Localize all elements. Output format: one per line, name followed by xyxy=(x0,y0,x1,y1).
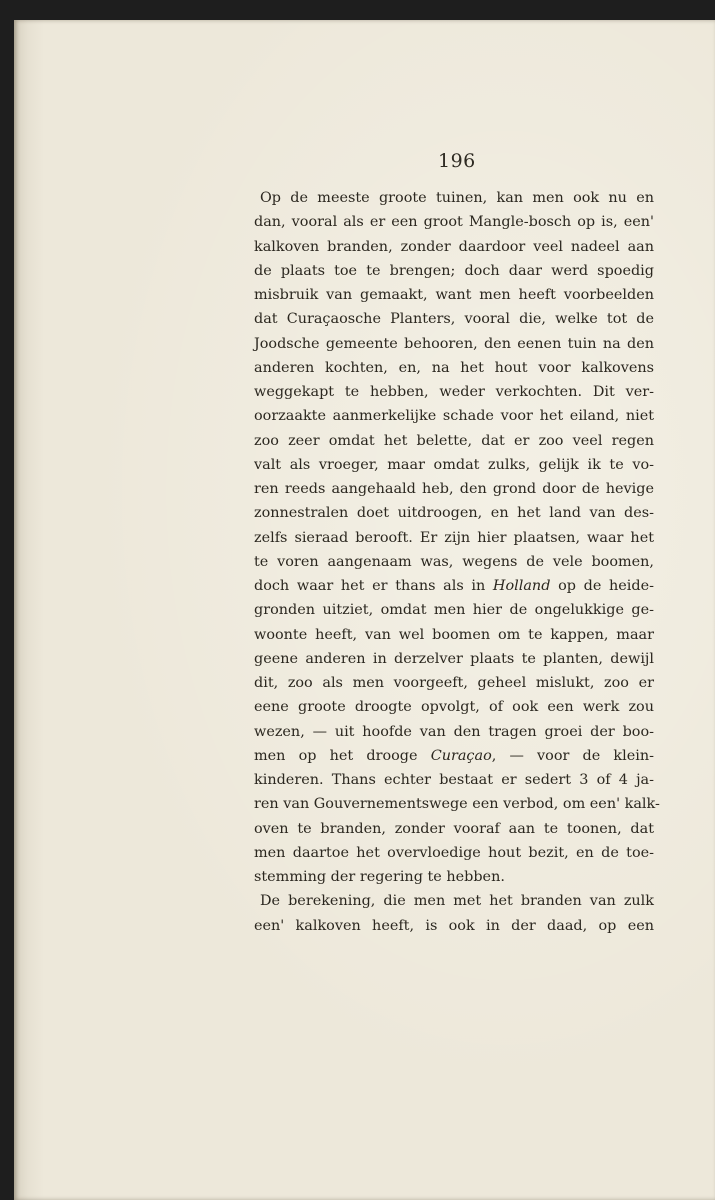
text-line: dan, vooral als er een groot Mangle-bosch op is, een' xyxy=(254,214,654,231)
text-line: oorzaakte aanmerkelijke schade voor het eiland, niet xyxy=(254,408,654,425)
text-line-curacao: men op het drooge Curaçao, — voor de klein- xyxy=(254,747,654,764)
text-line: dat Curaçaosche Planters, vooral die, welke tot de xyxy=(254,311,654,328)
text-line: anderen kochten, en, na het hout voor kalkovens xyxy=(254,359,654,376)
text-line: dit, zoo als men voorgeeft, geheel mislukt, zoo er xyxy=(254,675,654,691)
text-line: De berekening, die men met het branden van zulk xyxy=(260,893,654,910)
text-line: oven te branden, zonder vooraf aan te toonen, dat xyxy=(254,820,654,837)
text-line: te voren aangenaam was, wegens de vele boomen, xyxy=(254,553,654,570)
text-line: wezen, — uit hoofde van den tragen groei der boo- xyxy=(254,723,654,740)
text-line-holland: doch waar het er thans als in Holland op de heide- xyxy=(254,578,654,594)
text-line: men daartoe het overvloedige hout bezit, en de toe- xyxy=(254,844,654,861)
text-line: gronden uitziet, omdat men hier de ongelukkige ge- xyxy=(254,602,654,619)
text-line: weggekapt te hebben, weder verkochten. Dit ver- xyxy=(254,384,654,400)
text-line: eene groote droogte opvolgt, of ook een werk zou xyxy=(254,699,654,716)
text-line: zonnestralen doet uitdroogen, en het land van des- xyxy=(254,505,654,522)
text-line: kalkoven branden, zonder daardoor veel nadeel aan xyxy=(254,238,654,255)
text-line: de plaats toe te brengen; doch daar werd spoedig xyxy=(254,262,654,279)
text-line: kinderen. Thans echter bestaat er sedert 3 of 4 ja- xyxy=(254,772,654,788)
italic-word: Holland xyxy=(492,578,551,594)
text-line: ren van Gouvernementswege een verbod, om een' kalk- xyxy=(254,796,660,813)
body-text xyxy=(254,186,660,938)
text-line: een' kalkoven heeft, is ook in der daad, op een xyxy=(254,917,654,934)
text-line: Op de meeste groote tuinen, kan men ook nu en xyxy=(260,190,654,206)
text-line: zoo zeer omdat het belette, dat er zoo veel regen xyxy=(254,432,654,449)
text-line-paragraph-end: stemming der regering te hebben. xyxy=(254,869,505,885)
text-line: misbruik van gemaakt, want men heeft voorbeelden xyxy=(254,287,654,303)
text-line: ren reeds aangehaald heb, den grond door de hevige xyxy=(254,481,654,497)
page-number: 196 xyxy=(438,150,476,172)
text-line: zelfs sieraad berooft. Er zijn hier plaatsen, waar het xyxy=(254,529,654,546)
text-line: valt als vroeger, maar omdat zulks, gelijk ik te vo- xyxy=(254,456,654,473)
text-line: Joodsche gemeente behooren, den eenen tuin na den xyxy=(254,335,654,352)
text-line: geene anderen in derzelver plaats te planten, dewijl xyxy=(254,650,654,667)
text-line: woonte heeft, van wel boomen om te kappen, maar xyxy=(254,626,654,643)
italic-word: Curaçao xyxy=(430,747,492,764)
